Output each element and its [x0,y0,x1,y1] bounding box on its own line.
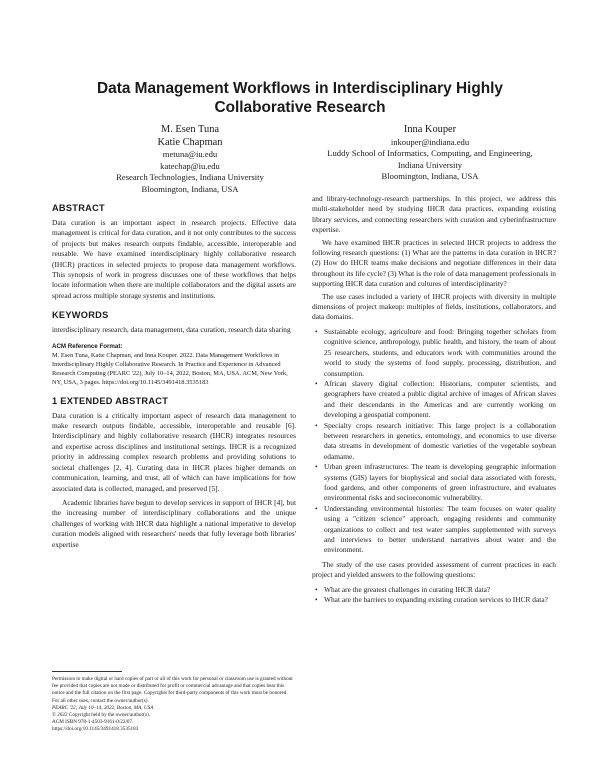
body-paragraph: The use cases included a variety of IHCR projects with diversity in multiple dimensions of project makeup: multiples of fields, institutions, collaborators, and data domains. [312,291,556,322]
list-item: • What are the greatest challenges in curating IHCR data? [315,584,491,594]
author-email: inkouper@indiana.edu [390,136,470,147]
section-paragraph: Academic libraries have begun to develop services in support of IHCR [4], but the increasing number of interdisciplinary collaborations and the unique challenges of working with IHCR data highlight a national imperative to develop curation models aligned with researchers' needs that fully leverage both libraries' expertise [52,497,296,549]
list-item: • African slavery digital collection: Historians, computer scientists, and geographers have created a public digital archive of images of African slaves and their descendants in the Americas and are currently working on developing a geospatial component. [315,378,556,420]
list-item-text: What are the barriers to expanding existing curation services to IHCR data? [324,595,548,605]
doi-link[interactable]: https://doi.org/10.1145/3491418.3535183 [52,726,139,733]
list-item-text: Understanding environmental histories: The team focuses on water quality using a "citizen science" approach, engaging residents and community organizations to collect and test water samples supplemented with surveys and interviews to better understand narratives about water and the environment. [324,503,556,555]
body-paragraph: The study of the use cases provided assessment of current practices in each project and yielded answers to the following questions: [312,559,556,580]
section-paragraph: Data curation is a critically important aspect of research data management to make research outputs findable, accessible, interoperable and reusable [6]. Interdisciplinary and highly collaborative research (IHCR) integrates resources and expertise across disciplines and institutional settings. IHCR is a recognized priority in addressing complex research problems and providing solutions to societal challenges [2, 4]. Curating data in IHCR places higher demands on communication, learning, and trust, all of which can have implications for how associated data is collected, managed, and preserved [5]. [52,410,296,493]
list-item: • What are the barriers to expanding existing curation services to IHCR data? [315,595,548,605]
author-affiliation: Luddy School of Informatics, Computing, and Engineering, [327,148,533,159]
author-block-right [300,124,560,183]
paper-title-line-1: Data Management Workflows in Interdisciplinary Highly [97,80,503,97]
author-name: M. Esen Tuna [160,124,220,135]
paper-title-line-2: Collaborative Research [214,99,386,116]
author-location: Bloomington, Indiana, USA [141,183,239,194]
list-item-text: What are the greatest challenges in curating IHCR data? [324,584,491,594]
list-item-text: African slavery digital collection: Historians, computer scientists, and geographers have created a public digital archive of images of African slaves and their descendants in the Americas and are currently working on developing a geospatial component. [324,378,556,420]
left-column [52,203,296,550]
author-name: Katie Chapman [157,136,223,148]
author-email: katechap@iu.edu [160,160,220,171]
author-name: Inna Kouper [403,124,457,135]
copyright-footnote [52,676,296,734]
paper-title [40,79,560,117]
list-item: • Sustainable ecology, agriculture and food: Bringing together scholars from cognitive science, anthropology, public health, and history, the team of about 25 researchers, students, and educators work with communities around the world to study the systems of food supply, processing, distribution, and consumption. [315,326,556,378]
list-item-text: Sustainable ecology, agriculture and food: Bringing together scholars from cognitive science, anthropology, public health, and history, the team of about 25 researchers, students, and educators work with communities around the world to study the systems of food supply, processing, distribution, and consumption. [324,326,556,378]
keywords-heading: KEYWORDS [52,310,109,321]
author-location: Bloomington, Indiana, USA [381,171,479,182]
acm-reference-label: ACM Reference Format: [52,342,123,350]
list-item: • Understanding environmental histories: The team focuses on water quality using a "citizen science" approach, engaging residents and community organizations to collect and test water samples supplemented with surveys and interviews to better understand narratives about water and the environment. [315,503,556,555]
list-item-text: Specialty crops research initiative: This large project is a collaboration between researchers in genetics, entomology, and economics to use diverse data streams in development of domestic varieties of the vegetable soybean edamame. [324,420,556,461]
author-affiliation: Indiana University [397,159,463,170]
conference-line: PEARC '22, July 10–14, 2022, Boston, MA, USA [52,704,154,711]
list-item-text: Urban green infrastructures: The team is developing geographic information systems (GIS) layers for biophysical and social data associated with forests, food gardens, and other components of green infrastructure, and evaluates environmental risks and socioeconomic vulnerability. [324,462,556,503]
footnote-divider [52,671,122,672]
author-email: metuna@iu.edu [162,149,218,160]
copyright-line: © 2022 Copyright held by the owner/author(s). [52,712,151,719]
permission-text: Permission to make digital or hard copies of part or all of this work for personal or classroom use is granted without fee provided that copies are not made or distributed for profit or commercial advantage and that copies bear this notice and the full citation on the first page. Copyrights for third-party components of this work must be honored. For all other uses, contact the owner/author(s). [52,676,293,704]
abstract-heading: ABSTRACT [52,203,105,213]
body-paragraph: We have examined IHCR practices in selected IHCR projects to address the following research questions: (1) What are the patterns in data curation in IHCR? (2) How do IHCR teams make decisions and negotiate differences in their data throughout its life cycle? (3) What is the role of data management professionals in supporting IHCR data curation and cultures of interdisciplinarity? [312,237,556,289]
author-affiliation: Research Technologies, Indiana University [116,172,264,183]
acm-reference-text: M. Esen Tuna, Katie Chapman, and Inna Kouper. 2022. Data Management Workflows in Interdisciplinary Highly Collaborative Research. In Practice and Experience in Advanced Research Computing (PEARC '22), July 10–14, 2022, Boston, MA, USA. ACM, New York, NY, USA, 3 pages. https://doi.org/10.1145/3491418.3535183 [52,351,288,386]
author-block-left [75,124,305,196]
isbn-line: ACM ISBN 978-1-4503-9161-0/22/07. [52,719,134,726]
list-item: • Specialty crops research initiative: This large project is a collaboration between researchers in genetics, entomology, and economics to use diverse data streams in development of domestic varieties of the vegetable soybean edamame. [315,420,556,461]
body-paragraph: and library-technology-research partnerships. In this project, we address this multi-stakeholder need by studying IHCR data practices, expanding existing library services, and connecting researchers with curation and cyberinfrastructure expertise. [312,194,556,235]
use-case-list [312,327,556,556]
section-heading: 1 EXTENDED ABSTRACT [52,395,169,406]
right-column [312,194,556,609]
keywords-text: interdisciplinary research, data management, data curation, research data sharing [52,325,291,335]
abstract-text: Data curation is an important aspect in research projects. Effective data management is critical for data curation, and it not only contributes to the success of projects but makes research outputs findable, accessible, interoperable and reusable. We have examined interdisciplinary highly collaborative research (IHCR) practices in selected projects to propose data management workflows. This synopsis of work in progress discusses one of these workflows that helps locate information when there are multiple collaborators and the digital assets are spread across multiple storage systems and institutions. [52,218,296,300]
question-list [312,585,556,606]
list-item: • Urban green infrastructures: The team is developing geographic information systems (GIS) layers for biophysical and social data associated with forests, food gardens, and other components of green infrastructure, and evaluates environmental risks and socioeconomic vulnerability. [315,462,556,503]
